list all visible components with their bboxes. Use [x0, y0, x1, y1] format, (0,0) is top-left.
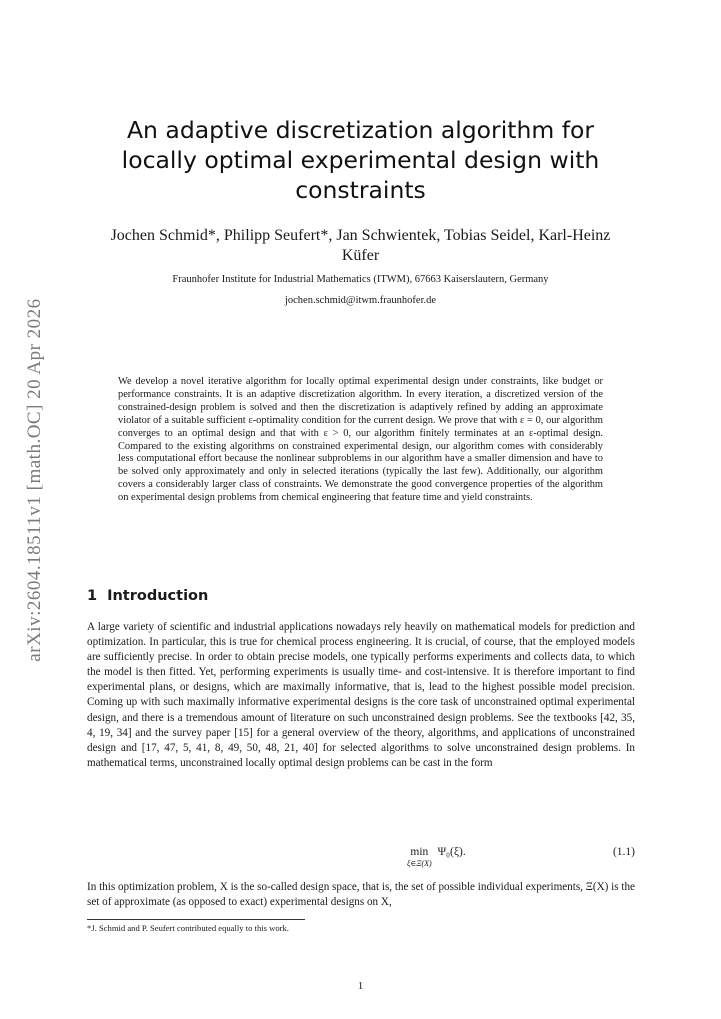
author-list: Jochen Schmid*, Philipp Seufert*, Jan Schwientek, Tobias Seidel, Karl-Heinz Küfer: [110, 227, 611, 264]
arxiv-sidebar-stamp: [19, 280, 51, 680]
equation-body: [407, 846, 466, 868]
min-subscript: ξ∈Ξ(X): [407, 859, 432, 868]
contact-email: jochen.schmid@itwm.fraunhofer.de: [284, 295, 437, 306]
equation-number: (1.1): [612, 846, 635, 858]
paper-title: An adaptive discretization algorithm for locally optimal experimental design with constraints: [121, 116, 600, 204]
min-operator: [407, 846, 432, 868]
section-number: 1: [87, 588, 98, 604]
footnote-divider: [87, 919, 305, 920]
abstract: We develop a novel iterative algorithm for locally optimal experimental design under constraints, like budget or performance constraints. It is an adaptive discretization algorithm. In every iteration, a discretized version of the constrained-design problem is solved and then the discretization is adaptively refined by adding an approximate violator of a suitable sufficient ε-optimality condition for the current design. We prove that with ε = 0, our algorithm converges to an optimal design and that with ε > 0, our algorithm finitely terminates at an ε-optimal design. Compared to the existing algorithms on constrained experimental design, our algorithm comes with considerably less computational effort because the nonlinear subproblems in our algorithm have a smaller dimension and have to be solved only approximately and only in selected iterations (typically the last few). Additionally, our algorithm covers a considerably larger class of constraints. We demonstrate the good convergence properties of the algorithm on experimental design problems from chemical engineering that feature time and yield constraints.: [118, 376, 603, 504]
page-number: 1: [357, 980, 364, 992]
continuation-paragraph: In this optimization problem, X is the so-called design space, that is, the set of possible individual experiments, Ξ(X) is the set of approximate (as opposed to exact) experimental designs on X,: [87, 881, 635, 909]
intro-paragraph: A large variety of scientific and industrial applications nowadays rely heavily on mathematical models for prediction and optimization. In particular, this is true for chemical process engineering. It is crucial, of course, that the employed models are sufficiently precise. In order to obtain precise models, one typically performs experiments and collects data, to which the model is then fitted. Yet, performing experiments is usually time- and cost-intensive. It is therefore important to find experimental plans, or designs, which are maximally informative, that is, lead to the highest possible model precision. Coming up with such maximally informative experimental designs is the core task of unconstrained optimal experimental design, and there is a tremendous amount of literature on such unconstrained design problems. See the textbooks [42, 35, 4, 19, 34] and the survey paper [15] for a general overview of the theory, algorithms, and applications of unconstrained design and [17, 47, 5, 41, 8, 49, 50, 48, 21, 40] for selected algorithms to solve unconstrained design problems. In mathematical terms, unconstrained locally optimal design problems can be cast in the form: [87, 621, 635, 769]
arxiv-identifier: arXiv:2604.18511v1 [math.OC] 20 Apr 2026: [24, 298, 45, 662]
footnote: *J. Schmid and P. Seufert contributed equally to this work.: [87, 923, 289, 933]
section-heading: [87, 587, 208, 605]
equation-expression: Ψ₀(ξ).: [437, 846, 466, 858]
affiliation: Fraunhofer Institute for Industrial Mathematics (ITWM), 67663 Kaiserslautern, Germany: [172, 274, 549, 285]
min-operator-label: min: [410, 846, 429, 858]
equation-1-1: [87, 846, 635, 872]
section-title: Introduction: [107, 588, 209, 604]
